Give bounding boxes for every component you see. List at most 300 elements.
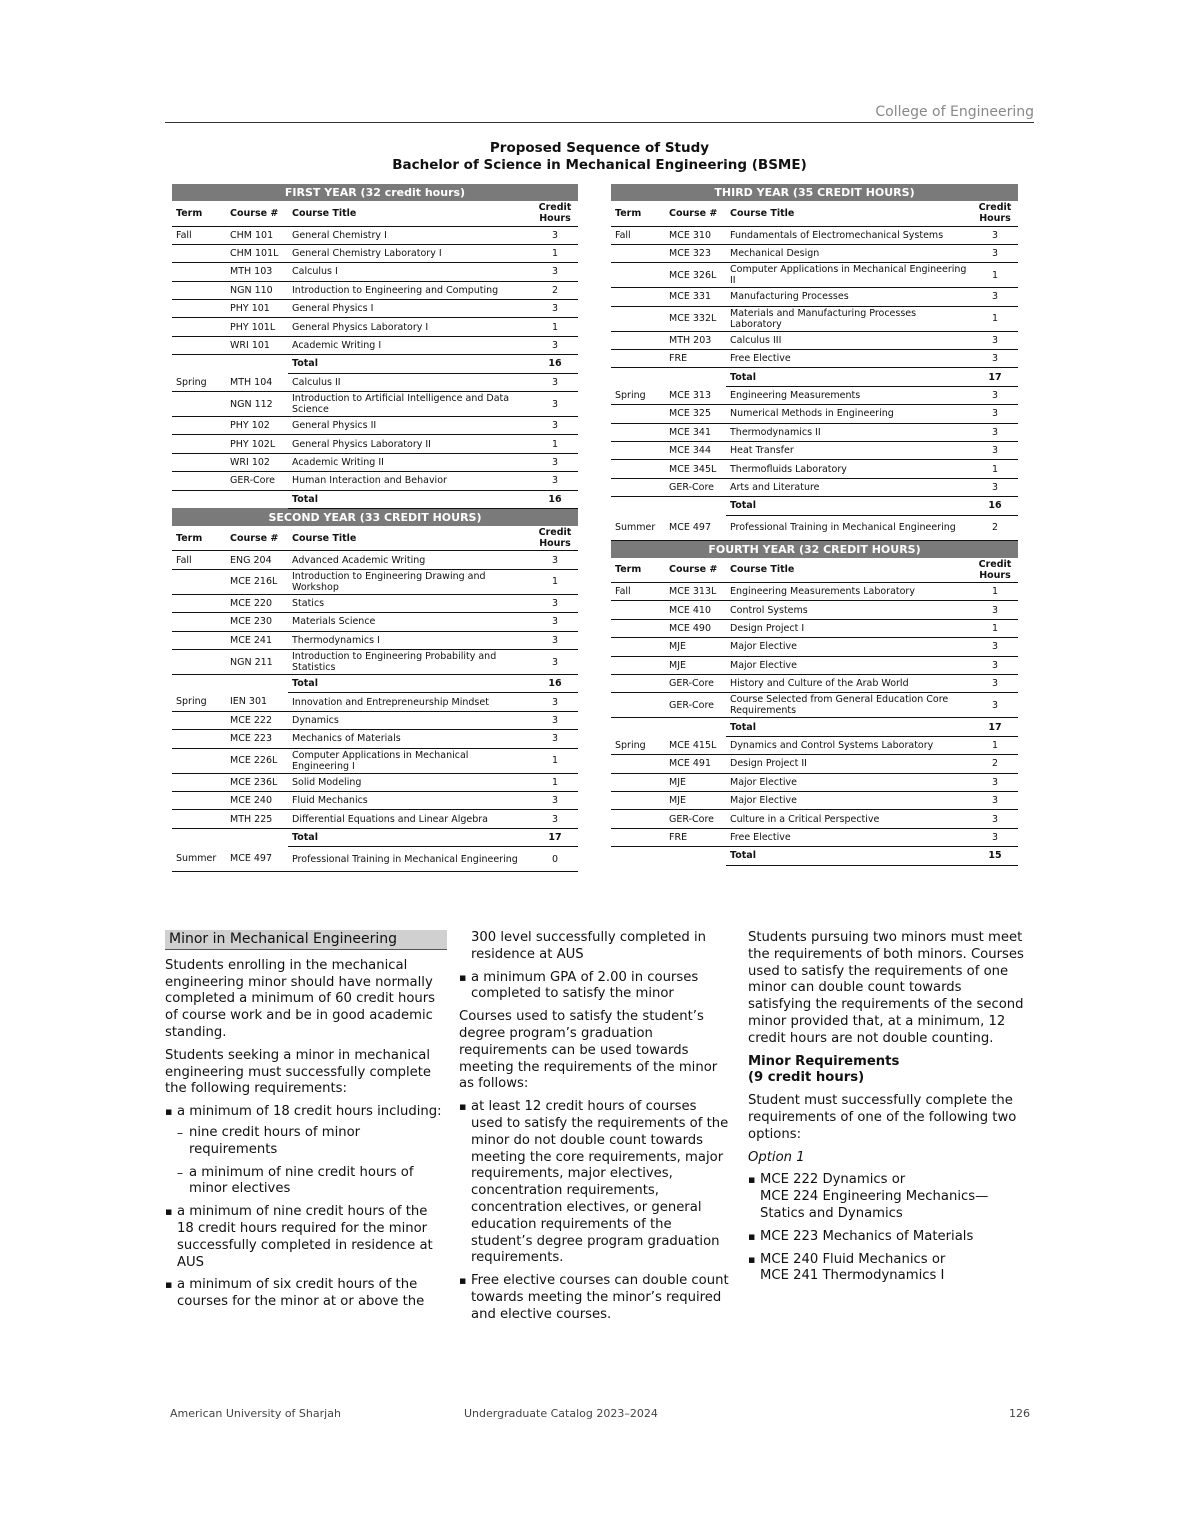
table-row <box>611 828 1018 846</box>
table-row <box>172 711 578 729</box>
course-number-cell: MCE 230 <box>226 613 288 631</box>
course-number-cell: NGN 211 <box>226 650 288 675</box>
course-title-cell: Dynamics and Control Systems Laboratory <box>726 736 972 754</box>
course-title-cell: Solid Modeling <box>288 773 532 791</box>
table-row <box>611 601 1018 619</box>
course-number-cell: MCE 236L <box>226 773 288 791</box>
credit-hours-cell: 3 <box>972 423 1018 441</box>
course-number-cell: MCE 497 <box>226 847 288 872</box>
course-title-cell: Total <box>288 828 532 846</box>
course-title-cell: Innovation and Entrepreneurship Mindset <box>288 693 532 711</box>
course-number-cell <box>226 355 288 373</box>
credit-hours-cell: 3 <box>532 711 578 729</box>
credit-hours-cell: 1 <box>532 318 578 336</box>
credit-hours-cell: 3 <box>972 405 1018 423</box>
requirements-heading-line-1: Minor Requirements <box>748 1053 900 1069</box>
course-title-cell: Fundamentals of Electromechanical Systems <box>726 226 972 244</box>
credit-hours-cell: 17 <box>972 368 1018 386</box>
term-cell <box>172 453 226 471</box>
header-term: Term <box>611 201 665 226</box>
minor-requirements-heading <box>748 1054 1028 1088</box>
course-title-cell: Control Systems <box>726 601 972 619</box>
course-title-cell: Mechanics of Materials <box>288 730 532 748</box>
term-cell <box>172 748 226 773</box>
credit-hours-cell: 3 <box>972 288 1018 306</box>
course-title-cell: Total <box>288 490 532 508</box>
course-title-cell: Total <box>726 497 972 515</box>
table-row <box>611 693 1018 718</box>
term-cell <box>172 435 226 453</box>
credit-hours-cell: 15 <box>972 847 1018 865</box>
course-number-cell: MTH 203 <box>665 331 726 349</box>
footer-institution: American University of Sharjah <box>170 1407 341 1420</box>
credit-hours-cell: 2 <box>532 281 578 299</box>
sequence-table-left <box>172 184 578 872</box>
header-course-number: Course # <box>226 201 288 226</box>
course-title-cell: Human Interaction and Behavior <box>288 472 532 490</box>
credit-hours-cell: 3 <box>532 791 578 809</box>
term-cell <box>172 613 226 631</box>
header-credit-hours: Credit Hours <box>972 201 1018 226</box>
course-number-cell: WRI 101 <box>226 336 288 354</box>
credit-hours-cell: 3 <box>532 263 578 281</box>
credit-hours-cell: 3 <box>532 392 578 417</box>
table-row <box>611 773 1018 791</box>
term-cell <box>611 601 665 619</box>
header-term: Term <box>172 201 226 226</box>
minor-gpa-list <box>459 970 731 1004</box>
course-number-cell: MCE 331 <box>665 288 726 306</box>
page-title <box>165 140 1034 174</box>
term-cell <box>172 244 226 262</box>
term-cell <box>611 244 665 262</box>
header-course-number: Course # <box>226 526 288 551</box>
course-title-cell: Calculus I <box>288 263 532 281</box>
term-cell: Spring <box>172 693 226 711</box>
table-row <box>611 244 1018 262</box>
total-row <box>172 675 578 693</box>
credit-hours-cell: 3 <box>972 601 1018 619</box>
column-header-row <box>172 201 578 226</box>
total-row <box>172 828 578 846</box>
credit-hours-cell: 3 <box>972 478 1018 496</box>
course-number-cell: MCE 410 <box>665 601 726 619</box>
course-number-cell: MCE 490 <box>665 619 726 637</box>
course-title-cell: Computer Applications in Mechanical Engineering II <box>726 263 972 288</box>
table-row <box>611 331 1018 349</box>
credit-hours-cell: 3 <box>972 244 1018 262</box>
term-cell <box>611 288 665 306</box>
list-item <box>748 1252 1028 1286</box>
credit-hours-cell: 3 <box>972 350 1018 368</box>
table-row <box>172 810 578 828</box>
table-row <box>172 281 578 299</box>
term-cell <box>172 650 226 675</box>
course-number-cell: MJE <box>665 773 726 791</box>
header-credit-hours: Credit Hours <box>532 201 578 226</box>
sub-list <box>177 1125 447 1198</box>
course-title-cell: History and Culture of the Arab World <box>726 675 972 693</box>
course-number-cell <box>226 828 288 846</box>
table-row <box>172 300 578 318</box>
course-title-cell: Materials and Manufacturing Processes Laboratory <box>726 306 972 331</box>
course-number-cell: MCE 491 <box>665 755 726 773</box>
term-cell <box>611 791 665 809</box>
minor-paragraph-3: Courses used to satisfy the student’s degree program’s graduation requirements can be used towards meeting the requirements of the minor as follows: <box>459 1009 718 1092</box>
credit-hours-cell: 1 <box>532 748 578 773</box>
table-row <box>172 748 578 773</box>
term-cell: Spring <box>172 373 226 391</box>
credit-hours-cell: 17 <box>972 718 1018 736</box>
course-title-cell: General Physics Laboratory I <box>288 318 532 336</box>
course-number-cell: MCE 326L <box>665 263 726 288</box>
term-cell <box>611 306 665 331</box>
course-number-cell: IEN 301 <box>226 693 288 711</box>
table-row <box>611 755 1018 773</box>
table-row <box>172 453 578 471</box>
course-number-cell: GER-Core <box>226 472 288 490</box>
course-title-cell: Fluid Mechanics <box>288 791 532 809</box>
term-cell: Fall <box>611 583 665 601</box>
course-title-cell: Engineering Measurements Laboratory <box>726 583 972 601</box>
credit-hours-cell: 16 <box>532 490 578 508</box>
term-cell <box>611 478 665 496</box>
term-cell <box>611 368 665 386</box>
credit-hours-cell: 2 <box>972 515 1018 540</box>
total-row <box>611 718 1018 736</box>
table-row <box>611 386 1018 404</box>
year-heading-row <box>611 540 1018 558</box>
credit-hours-cell: 3 <box>532 730 578 748</box>
credit-hours-cell: 3 <box>972 442 1018 460</box>
course-number-cell: GER-Core <box>665 693 726 718</box>
course-title-cell: Thermofluids Laboratory <box>726 460 972 478</box>
term-cell: Summer <box>611 515 665 540</box>
list-item: ▪ at least 12 credit hours of courses used to satisfy the requirements of the minor do not double count towards meeting the core requirements, major requirements, major electives, concentration requirements, concentration electives, or general education requirements of the student’s degree program graduation requirements. <box>459 1099 731 1267</box>
course-title-cell: Introduction to Engineering Probability and Statistics <box>288 650 532 675</box>
term-cell: Fall <box>611 226 665 244</box>
minor-heading: Minor in Mechanical Engineering <box>165 930 447 950</box>
list-item-line: MCE 224 Engineering Mechanics—Statics and Dynamics <box>760 1189 989 1221</box>
course-number-cell <box>226 675 288 693</box>
table-row <box>611 736 1018 754</box>
course-number-cell: PHY 101L <box>226 318 288 336</box>
header-term: Term <box>611 558 665 583</box>
table-row <box>172 392 578 417</box>
course-number-cell: MJE <box>665 638 726 656</box>
table-row <box>172 551 578 569</box>
course-title-cell: Major Elective <box>726 773 972 791</box>
course-number-cell: MCE 222 <box>226 711 288 729</box>
minor-requirements-list <box>165 1104 447 1311</box>
table-row <box>611 638 1018 656</box>
sequence-table-right <box>611 184 1018 866</box>
footer-page-number: 126 <box>1009 1407 1030 1420</box>
course-number-cell: MCE 216L <box>226 569 288 594</box>
year-heading: FOURTH YEAR (32 CREDIT HOURS) <box>611 540 1018 558</box>
credit-hours-cell: 3 <box>972 656 1018 674</box>
term-cell <box>611 810 665 828</box>
table-row <box>611 405 1018 423</box>
term-cell <box>611 828 665 846</box>
credit-hours-cell: 3 <box>972 675 1018 693</box>
header-credit-hours: Credit Hours <box>972 558 1018 583</box>
course-title-cell: Differential Equations and Linear Algebra <box>288 810 532 828</box>
course-number-cell: MCE 325 <box>665 405 726 423</box>
table-row <box>172 594 578 612</box>
credit-hours-cell: 1 <box>972 306 1018 331</box>
course-title-cell: Total <box>726 718 972 736</box>
course-title-cell: Course Selected from General Education Core Requirements <box>726 693 972 718</box>
term-cell: Fall <box>172 226 226 244</box>
column-header-row <box>611 558 1018 583</box>
table-row <box>611 306 1018 331</box>
minor-paragraph-2: Students seeking a minor in mechanical engineering must successfully complete the following requirements: <box>165 1047 432 1097</box>
credit-hours-cell: 0 <box>532 847 578 872</box>
table-row <box>172 613 578 631</box>
course-number-cell: MTH 103 <box>226 263 288 281</box>
table-row <box>172 569 578 594</box>
term-cell <box>611 263 665 288</box>
table-row <box>172 244 578 262</box>
term-cell <box>172 675 226 693</box>
course-number-cell: CHM 101L <box>226 244 288 262</box>
table-row <box>611 423 1018 441</box>
credit-hours-cell: 1 <box>532 435 578 453</box>
course-title-cell: Major Elective <box>726 656 972 674</box>
credit-hours-cell: 3 <box>972 331 1018 349</box>
credit-hours-cell: 3 <box>532 300 578 318</box>
course-number-cell: PHY 101 <box>226 300 288 318</box>
header-course-title: Course Title <box>726 558 972 583</box>
list-item-text: a minimum of 18 credit hours including: <box>177 1104 442 1120</box>
course-number-cell: MCE 345L <box>665 460 726 478</box>
term-cell: Spring <box>611 386 665 404</box>
term-cell <box>172 828 226 846</box>
course-title-cell: General Chemistry Laboratory I <box>288 244 532 262</box>
credit-hours-cell: 3 <box>532 226 578 244</box>
course-number-cell: MCE 313L <box>665 583 726 601</box>
credit-hours-cell: 3 <box>532 693 578 711</box>
credit-hours-cell: 1 <box>532 244 578 262</box>
course-number-cell <box>665 368 726 386</box>
course-number-cell: MCE 415L <box>665 736 726 754</box>
year-heading: THIRD YEAR (35 CREDIT HOURS) <box>611 184 1018 201</box>
term-cell <box>172 791 226 809</box>
course-number-cell: MCE 313 <box>665 386 726 404</box>
course-title-cell: Manufacturing Processes <box>726 288 972 306</box>
course-title-cell: Free Elective <box>726 350 972 368</box>
course-title-cell: Thermodynamics II <box>726 423 972 441</box>
course-title-cell: Calculus II <box>288 373 532 391</box>
course-number-cell <box>665 847 726 865</box>
list-item-line: ▪ MCE 222 Dynamics or <box>760 1172 906 1188</box>
credit-hours-cell: 3 <box>972 810 1018 828</box>
course-title-cell: Total <box>726 368 972 386</box>
credit-hours-cell: 3 <box>532 551 578 569</box>
term-cell <box>611 350 665 368</box>
course-title-cell: Professional Training in Mechanical Engineering <box>288 847 532 872</box>
term-cell <box>611 755 665 773</box>
minor-paragraph-5: Student must successfully complete the requirements of one of the following two options: <box>748 1093 1017 1142</box>
minor-column-1 <box>165 930 447 1317</box>
credit-hours-cell: 3 <box>972 226 1018 244</box>
credit-hours-cell: 3 <box>532 810 578 828</box>
course-number-cell: MTH 104 <box>226 373 288 391</box>
course-title-cell: Introduction to Engineering and Computing <box>288 281 532 299</box>
course-title-cell: Calculus III <box>726 331 972 349</box>
term-cell: Spring <box>611 736 665 754</box>
header-course-title: Course Title <box>726 201 972 226</box>
course-title-cell: General Physics Laboratory II <box>288 435 532 453</box>
course-number-cell: PHY 102L <box>226 435 288 453</box>
column-header-row <box>172 526 578 551</box>
year-heading: FIRST YEAR (32 credit hours) <box>172 184 578 201</box>
course-number-cell <box>226 490 288 508</box>
course-number-cell: MCE 332L <box>665 306 726 331</box>
table-row <box>611 675 1018 693</box>
course-title-cell: Heat Transfer <box>726 442 972 460</box>
course-title-cell: Major Elective <box>726 791 972 809</box>
table-row <box>611 263 1018 288</box>
credit-hours-cell: 17 <box>532 828 578 846</box>
term-cell <box>611 638 665 656</box>
term-cell <box>172 472 226 490</box>
table-row <box>611 810 1018 828</box>
term-cell <box>611 331 665 349</box>
table-row <box>611 350 1018 368</box>
term-cell: Fall <box>172 551 226 569</box>
term-cell <box>611 773 665 791</box>
credit-hours-cell: 3 <box>532 631 578 649</box>
table-row <box>611 460 1018 478</box>
course-number-cell: MCE 497 <box>665 515 726 540</box>
course-title-cell: Total <box>726 847 972 865</box>
course-number-cell: MCE 223 <box>226 730 288 748</box>
table-row <box>172 373 578 391</box>
header-course-title: Course Title <box>288 201 532 226</box>
table-row <box>611 288 1018 306</box>
table-row <box>611 478 1018 496</box>
header-course-number: Course # <box>665 201 726 226</box>
term-cell <box>172 355 226 373</box>
table-row <box>611 442 1018 460</box>
credit-hours-cell: 3 <box>532 472 578 490</box>
course-number-cell: MCE 226L <box>226 748 288 773</box>
minor-column-3 <box>748 930 1028 1291</box>
list-item: ▪ MCE 223 Mechanics of Materials <box>748 1229 1028 1246</box>
table-row <box>611 515 1018 540</box>
title-line-1: Proposed Sequence of Study <box>489 140 710 156</box>
header-course-number: Course # <box>665 558 726 583</box>
running-head: College of Engineering <box>165 104 1034 123</box>
course-number-cell: MCE 341 <box>665 423 726 441</box>
term-cell <box>611 847 665 865</box>
term-cell <box>611 423 665 441</box>
course-number-cell: GER-Core <box>665 810 726 828</box>
header-credit-hours: Credit Hours <box>532 526 578 551</box>
term-cell <box>172 594 226 612</box>
course-number-cell <box>665 718 726 736</box>
credit-hours-cell: 1 <box>972 460 1018 478</box>
course-title-cell: Advanced Academic Writing <box>288 551 532 569</box>
credit-hours-cell: 2 <box>972 755 1018 773</box>
course-number-cell <box>665 497 726 515</box>
credit-hours-cell: 1 <box>972 583 1018 601</box>
table-row <box>172 773 578 791</box>
course-title-cell: General Physics II <box>288 417 532 435</box>
term-cell <box>611 497 665 515</box>
table-row <box>611 656 1018 674</box>
term-cell <box>611 693 665 718</box>
course-number-cell: MCE 323 <box>665 244 726 262</box>
footer-catalog: Undergraduate Catalog 2023–2024 <box>464 1407 658 1420</box>
course-number-cell: MCE 310 <box>665 226 726 244</box>
course-number-cell: NGN 110 <box>226 281 288 299</box>
list-item: ▪ Free elective courses can double count towards meeting the minor’s required and elective courses. <box>459 1273 731 1323</box>
credit-hours-cell: 1 <box>532 773 578 791</box>
course-number-cell: GER-Core <box>665 675 726 693</box>
credit-hours-cell: 3 <box>532 417 578 435</box>
year-heading-row <box>172 508 578 526</box>
course-number-cell: FRE <box>665 828 726 846</box>
term-cell <box>611 675 665 693</box>
credit-hours-cell: 1 <box>972 619 1018 637</box>
credit-hours-cell: 3 <box>532 373 578 391</box>
course-title-cell: Academic Writing II <box>288 453 532 471</box>
list-item-line: MCE 241 Thermodynamics I <box>760 1268 945 1284</box>
term-cell <box>611 442 665 460</box>
course-title-cell: Culture in a Critical Perspective <box>726 810 972 828</box>
credit-hours-cell: 3 <box>532 650 578 675</box>
course-title-cell: Academic Writing I <box>288 336 532 354</box>
term-cell <box>172 631 226 649</box>
course-number-cell: FRE <box>665 350 726 368</box>
minor-paragraph-1: Students enrolling in the mechanical engineering minor should have normally completed a minimum of 60 credit hours of course work and be in good academic standing. <box>165 957 436 1040</box>
credit-hours-cell: 3 <box>972 773 1018 791</box>
table-row <box>172 730 578 748</box>
total-row <box>611 847 1018 865</box>
column-header-row <box>611 201 1018 226</box>
table-row <box>172 318 578 336</box>
list-item <box>748 1172 1028 1222</box>
course-number-cell: NGN 112 <box>226 392 288 417</box>
credit-hours-cell: 16 <box>532 355 578 373</box>
year-heading-row <box>611 184 1018 201</box>
course-number-cell: WRI 102 <box>226 453 288 471</box>
table-row <box>172 791 578 809</box>
term-cell: Summer <box>172 847 226 872</box>
table-row <box>172 336 578 354</box>
credit-hours-cell: 3 <box>532 453 578 471</box>
course-title-cell: Mechanical Design <box>726 244 972 262</box>
double-count-list <box>459 1099 731 1323</box>
course-number-cell: MCE 241 <box>226 631 288 649</box>
credit-hours-cell: 3 <box>972 828 1018 846</box>
course-title-cell: Arts and Literature <box>726 478 972 496</box>
course-number-cell: CHM 101 <box>226 226 288 244</box>
course-number-cell: MJE <box>665 791 726 809</box>
term-cell <box>611 718 665 736</box>
credit-hours-cell: 3 <box>972 693 1018 718</box>
list-item: ▪ a minimum of six credit hours of the courses for the minor at or above the <box>165 1277 447 1311</box>
list-item: – nine credit hours of minor requirements <box>177 1125 447 1159</box>
total-row <box>611 368 1018 386</box>
list-item: ▪ a minimum of nine credit hours of the 18 credit hours required for the minor successfully completed in residence at AUS <box>165 1204 447 1271</box>
title-line-2: Bachelor of Science in Mechanical Engineering (BSME) <box>392 157 807 173</box>
term-cell <box>172 810 226 828</box>
course-title-cell: General Chemistry I <box>288 226 532 244</box>
